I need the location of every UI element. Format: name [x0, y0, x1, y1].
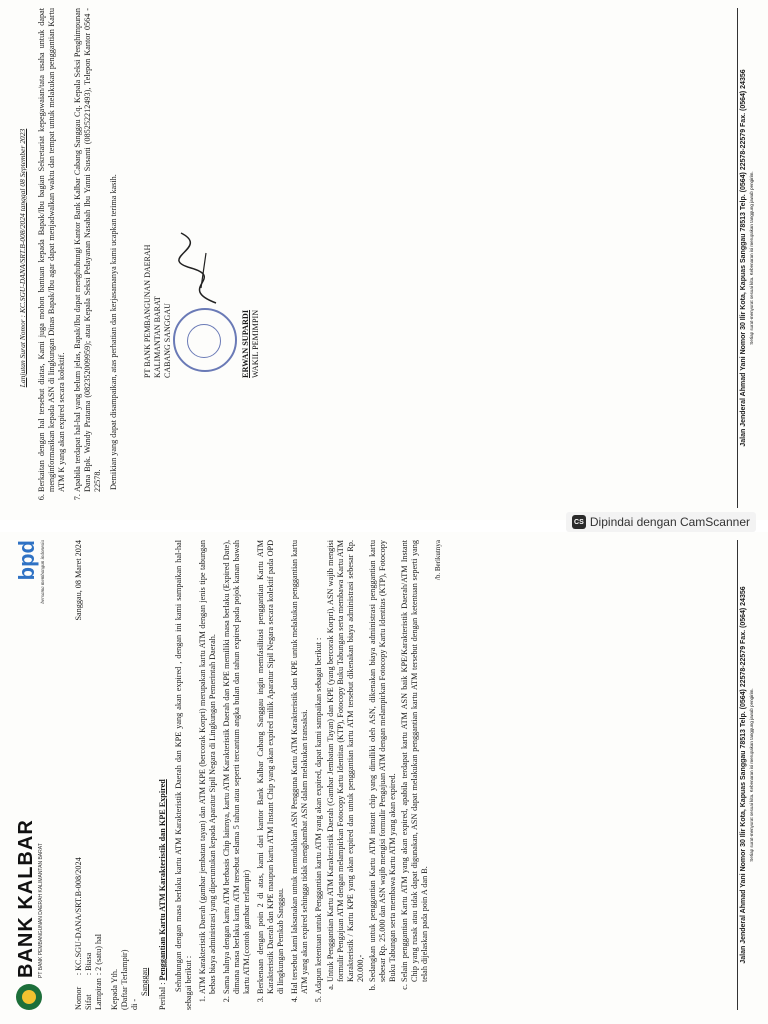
- subject-line: [158, 540, 168, 1010]
- letter-page-1: [0, 532, 768, 1024]
- bpd-logo: [14, 540, 47, 604]
- meta-value: : Biasa: [84, 952, 93, 976]
- sub-list-item: a. Untuk Penggantian Kartu ATM Karakteristik Daerah (Gambar Jembatan Tayan) dan KPE (yang bercorak Korpri), ASN wajib mengisi formulir Pengajuan ATM dengan melampirkan Fotocopy Kartu Identitas (KTP), Fotocopy Buku Tabungan serta membawa Kartu ATM Karakteristik / Kartu KPE yang akan expired dan untuk penggantian kartu ATM tersebut dikenakan biaya administrasi sebesar Rp. 20.000,-: [326, 540, 366, 982]
- recipient-line: di -: [130, 998, 139, 1010]
- bank-name: BANK KALBAR: [15, 819, 37, 978]
- signature-bank-line: CABANG SANGGAU: [162, 303, 172, 378]
- handwritten-signature: [171, 228, 231, 308]
- list-item: 3. Berkenaan dengan poin 2 di atas, kami dari kantor Bank Kalbar Cabang Sanggau ingin memfasilitasi penggantian Kartu ATM Karakteristik Daerah dan KPE maupun kartu ATM Instant Chip yang akan expired milik Aparatur Sipil Negara secara kolektif pada OPD di lingkungan Pemkab Sanggau.: [256, 540, 286, 994]
- next-page-note: /b. Berikutnya: [434, 540, 442, 581]
- item-list: [198, 540, 430, 1010]
- signature-bank-line: KALIMANTAN BARAT: [152, 296, 162, 378]
- list-item-text: Adapun ketentuan untuk Penggantian kartu ATM yang akan expired, dapat kami sampaikan sebagai berikut :: [314, 637, 323, 994]
- page-footer: [737, 8, 754, 508]
- letter-meta: [74, 540, 104, 1010]
- footer-note: Setiap surat-menyurat sesuai kita. Kebenaran isi merupakan tanggung jawab pengirim.: [748, 688, 754, 862]
- letter-date: Sanggau, 08 Maret 2024: [74, 540, 83, 621]
- bank-subtitle: PT BANK PEMBANGUNAN DAERAH KALIMANTAN BARAT: [38, 843, 45, 978]
- meta-value: : 2 (satu) hal: [94, 934, 103, 976]
- recipient-line: Kepada Yth.: [110, 968, 119, 1010]
- signatory-role: WAKIL PEMIMPIN: [251, 309, 261, 378]
- recipient-block: [110, 540, 150, 1010]
- subject-label: Perihal :: [158, 982, 167, 1010]
- list-item: [314, 540, 430, 994]
- meta-label: Sifat: [84, 994, 93, 1010]
- camscanner-label: Dipindai dengan CamScanner: [589, 515, 750, 529]
- bpd-mark: bpd: [14, 540, 39, 581]
- signature-block: [143, 8, 263, 378]
- meta-label: Lampiran: [94, 978, 103, 1010]
- camscanner-icon: CS: [572, 515, 586, 529]
- closing-paragraph: Demikian yang dapat disampaikan, atas perhatian dan kerjasamanya kami ucapkan terima kasih.: [109, 174, 119, 490]
- official-stamp: [173, 308, 237, 372]
- continuation-header: Lanjutan Surat Nomor : KC.SGU-DANA/SRT.B-008/2024 tanggal 08 September 2023: [18, 128, 27, 388]
- meta-value: : KC.SGU-DANA/SRT.B-008/2024: [74, 857, 83, 976]
- sub-list-item: c. Selain penggantian Kartu ATM yang akan expired, apabila terdapat kartu ATM ASN baik KPE/Karakteristik Daerah/ATM Instant Chip yang rusak atau tidak dapat digunakan, ASN dapat melakukan penggantian kartu ATM tersebut dengan ketentuan seperti yang telah dijelaskan pada poin A dan B.: [400, 540, 430, 982]
- bank-kalbar-logo: [14, 819, 44, 1010]
- footer-note: Setiap surat-menyurat sesuai kita. Kebenaran isi merupakan tanggung jawab pengirim.: [748, 171, 754, 345]
- sub-list-item: b. Sedangkan untuk penggantian Kartu ATM instant chip yang dimiliki oleh ASN, dikenakan biaya administrasi penggantian kartu sebesar Rp. 25.000 dan ASN wajib mengisi formulir Pengajuan ATM dengan melampirkan Fotocopy Kartu Identitas (KTP), Fotocopy Buku Tabungan serta membawa Kartu ATM yang akan expired.: [368, 540, 398, 982]
- list-item: 2. Sama halnya dengan kartu ATM berbasis Chip lainnya, kartu ATM Karakteristik Daerah dan KPE memiliki masa berlaku (Expired Date), dimana masa berlaku kartu ATM tersebut selama 5 tahun atau seperti tercantum angka bulan dan tahun expired pada pojok kanan bawah kartu ATM.(contoh gambar terlampir): [222, 540, 252, 994]
- list-item: 6. Berkaitan dengan hal tersebut diatas, Kami juga mohon bantuan kepada Bapak/Ibu bagian Sekretariat kepegawaian/tata usaha untuk dapat menginformasikan kepada ASN di lingkungan Dinas Bapak/Ibu agar dapat menjadwalkan waktu dan tempat untuk melakukan penggantian Kartu ATM K yang akan expired secara kolektif.: [37, 8, 67, 492]
- camscanner-badge: [566, 512, 756, 532]
- footer-address: Jalan Jenderal Ahmad Yani Nomor 30 Ilir Kota, Kapuas Sanggau 78513 Telp. (0564) 22578-22579 Fax. (0564) 24356: [739, 586, 747, 964]
- meta-label: Nomor: [74, 986, 83, 1010]
- page-1-content: [14, 540, 754, 1010]
- bank-emblem-icon: [16, 984, 42, 1010]
- subject-text: Penggantian Kartu ATM Karakteristik dan KPE Expired: [158, 779, 167, 981]
- list-item: 7. Apabila terdapat hal-hal yang belum jelas, Bapak/Ibu dapat menghubungi Kantor Bank Kalbar Cabang Sanggau Cq. Kepala Seksi Penghimpunan Dana Bpk. Wandy Pratama (082352009959); atau Kepala Seksi Pelayanan Nasabah Ibu Yanni Susanti (085252212493), Telepon Kantor 0564 - 22578.: [73, 8, 103, 492]
- bpd-subtitle: bersama membangun indonesia: [40, 540, 46, 604]
- list-item: 1. ATM Karakteristik Daerah (gambar jembatan tayan) dan ATM KPE (bercorak Korpri) merupakan kartu ATM dengan jenis tipe tabungan bebas biaya administrasi yang diperuntukan kepada Aparatur Sipil Negara di Lingkungan Pemerintah Daerah.: [198, 540, 218, 994]
- page-2-content: [14, 8, 754, 508]
- meta-table: [74, 854, 104, 1010]
- recipient-line: Sanggau: [140, 967, 149, 996]
- signature-bank-line: PT BANK PEMBANGUNAN DAERAH: [143, 244, 153, 378]
- intro-paragraph: Sehubungan dengan masa berlaku kartu ATM Karakteristik Daerah dan KPE yang akan expired , dengan ini kami sampaikan hal-hal sebagai berikut :: [174, 540, 193, 1010]
- item-list-continued: [37, 8, 103, 508]
- signatory-name: ERWAN SUPARDI: [241, 309, 251, 378]
- list-item: 4. Hal tersebut kami laksanakan untuk memudahkan ASN Pengguna Kartu ATM Karakteristik dan KPE untuk melakukan penggantian kartu ATM yang akan expired sehingga tidak menghambat ASN dalam melakukan transaksi.: [290, 540, 310, 994]
- letterhead: [14, 540, 70, 1010]
- page-footer: [737, 540, 754, 1010]
- footer-address: Jalan Jenderal Ahmad Yani Nomor 30 Ilir Kota, Kapuas Sanggau 78513 Telp. (0564) 22578-22579 Fax. (0564) 24356: [739, 69, 747, 447]
- sub-list: [326, 540, 430, 994]
- recipient-line: (Daftar Terlampir): [120, 949, 129, 1010]
